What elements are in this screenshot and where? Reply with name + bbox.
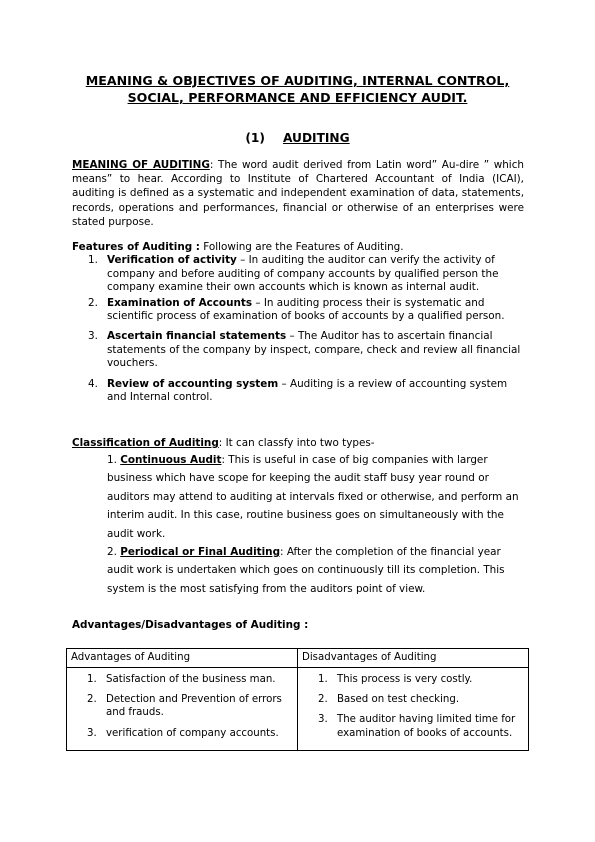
feature-text: – The Auditor has to ascertain financial statements of the company by inspect, compare, check and review all financial vouchers. xyxy=(107,329,521,370)
list-item xyxy=(71,727,293,740)
feature-number: 2. xyxy=(88,296,98,309)
advantages-list xyxy=(71,673,293,740)
advantages-cell xyxy=(67,668,298,751)
document-title xyxy=(40,72,555,106)
title-line-1: MEANING & OBJECTIVES OF AUDITING, INTERNAL CONTROL, xyxy=(85,73,510,88)
meaning-paragraph xyxy=(72,158,524,229)
feature-title: Ascertain financial statements xyxy=(107,329,287,342)
features-intro xyxy=(72,240,524,254)
list-text: Satisfaction of the business man. xyxy=(106,674,276,685)
disadvantages-cell xyxy=(298,668,529,751)
list-number: 1. xyxy=(318,674,328,685)
meaning-label: MEANING OF AUDITING xyxy=(72,159,210,171)
advantages-table xyxy=(66,648,529,751)
features-list xyxy=(88,254,526,405)
classification-item xyxy=(107,451,525,543)
classification-intro-text: : It can classfy into two types- xyxy=(218,437,375,449)
classification-title: Continuous Audit xyxy=(120,454,222,466)
disadvantages-list xyxy=(302,673,524,740)
feature-item xyxy=(88,297,526,324)
classification-list xyxy=(107,451,525,598)
list-text: This process is very costly. xyxy=(337,674,473,685)
list-item xyxy=(71,673,293,686)
list-number: 3. xyxy=(87,727,97,739)
feature-item xyxy=(88,330,526,371)
list-text: verification of company accounts. xyxy=(106,727,279,739)
section-title: AUDITING xyxy=(282,131,350,145)
feature-number: 1. xyxy=(88,254,98,266)
disadvantages-column-header: Disadvantages of Auditing xyxy=(298,649,529,668)
classification-intro xyxy=(72,436,524,450)
classification-item xyxy=(107,543,525,598)
classification-text: : This is useful in case of big companies with larger business which have scope for keeping the audit staff busy year round or auditors may attend to auditing at intervals fixed or otherwise, and perform an interim audit. In this case, routine business goes on simultaneously with the audit work. xyxy=(107,454,519,540)
feature-item xyxy=(88,254,526,295)
section-heading xyxy=(0,131,595,145)
list-item xyxy=(302,713,524,739)
list-item xyxy=(302,673,524,686)
meaning-text: : The word audit derived from Latin word” Au-dire ” which means” to hear. According to Institute of Chartered Accountant of India (ICAI), auditing is defined as a systematic and independent examination of data, statements, records, operations and performances, financial or otherwise of an enterprises were stated purpose. xyxy=(72,159,524,228)
feature-text: – In auditing process their is systematic and scientific process of examination of books of accounts by a qualified person. xyxy=(107,296,505,323)
features-intro-text: Following are the Features of Auditing. xyxy=(199,241,404,253)
classification-number: 1. xyxy=(107,454,117,466)
list-text: Based on test checking. xyxy=(337,694,460,706)
list-number: 3. xyxy=(318,714,328,726)
list-number: 2. xyxy=(318,694,328,706)
feature-text: – Auditing is a review of accounting system and Internal control. xyxy=(107,377,508,404)
table-header-row xyxy=(67,649,529,668)
feature-title: Verification of activity xyxy=(107,254,237,266)
feature-title: Review of accounting system xyxy=(107,377,279,390)
features-label: Features of Auditing : xyxy=(72,241,200,253)
feature-item xyxy=(88,378,526,405)
title-line-2: SOCIAL, PERFORMANCE AND EFFICIENCY AUDIT. xyxy=(127,90,468,105)
feature-text: – In auditing the auditor can verify the activity of company and before auditing of company accounts by qualified person the company examine their own accounts which is known as internal audit. xyxy=(107,254,499,294)
feature-title: Examination of Accounts xyxy=(107,296,253,309)
list-text: The auditor having limited time for examination of books of accounts. xyxy=(337,714,516,739)
list-item xyxy=(302,693,524,706)
section-number: (1) xyxy=(245,131,265,145)
classification-number: 2. xyxy=(107,546,117,559)
feature-number: 3. xyxy=(88,329,98,342)
classification-title: Periodical or Final Auditing xyxy=(120,546,281,559)
feature-number: 4. xyxy=(88,377,98,390)
classification-text: : After the completion of the financial year audit work is undertaken which goes on continuously till its completion. This system is the most satisfying from the auditors point of view. xyxy=(107,546,505,595)
list-number: 2. xyxy=(87,694,97,706)
classification-label: Classification of Auditing xyxy=(72,437,219,449)
advantages-heading: Advantages/Disadvantages of Auditing : xyxy=(72,619,309,631)
list-number: 1. xyxy=(87,674,97,685)
list-item xyxy=(71,693,293,719)
list-text: Detection and Prevention of errors and frauds. xyxy=(106,694,282,719)
advantages-column-header: Advantages of Auditing xyxy=(67,649,298,668)
table-row xyxy=(67,668,529,751)
